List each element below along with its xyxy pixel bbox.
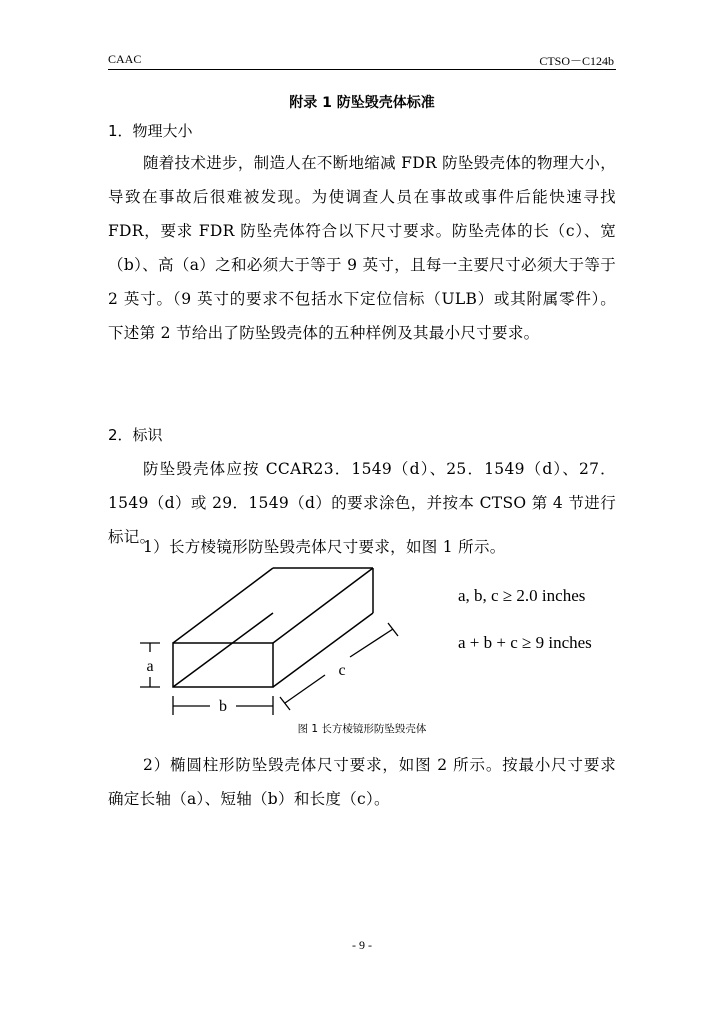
page-number: - 9 - xyxy=(352,938,372,952)
label-a: a xyxy=(146,658,154,675)
figure1-box-diagram xyxy=(130,560,470,720)
appendix-title: 附录 1 防坠毁壳体标准 xyxy=(289,95,435,111)
item1-text: 1）长方棱镜形防坠毁壳体尺寸要求，如图 1 所示。 xyxy=(143,538,506,556)
condition-each-dimension: a, b, c ≥ 2.0 inches xyxy=(458,586,586,605)
label-c: c xyxy=(338,662,346,679)
section2-heading: 2．标识 xyxy=(108,426,163,444)
header-right: CTSO－C124b xyxy=(539,54,614,68)
condition-sum: a + b + c ≥ 9 inches xyxy=(458,633,592,652)
section1-paragraph: 随着技术进步，制造人在不断地缩减 FDR 防坠毁壳体的物理大小，导致在事故后很难被发现。为使调查人员在事故或事件后能快速寻找 FDR，要求 FDR 防坠壳体符合以下尺寸要求。防坠壳体的长（c）、宽（b）、高（a）之和必须大于等于 9 英寸，且每一主要尺寸必须大于等于 2 英寸。（9 英寸的要求不包括水下定位信标（ULB）或其附属零件）。下述第 2 节给出了防坠毁壳体的五种样例及其最小尺寸要求。 xyxy=(108,154,616,342)
section2-paragraph: 防坠毁壳体应按 CCAR23．1549（d）、25．1549（d）、27．1549（d）或 29．1549（d）的要求涂色，并按本 CTSO 第 4 节进行标记。 xyxy=(108,460,616,546)
section1-heading: 1．物理大小 xyxy=(108,122,193,140)
header-left: CAAC xyxy=(108,52,142,66)
figure1-caption: 图 1 长方棱镜形防坠毁壳体 xyxy=(297,723,427,735)
header-divider xyxy=(108,69,616,70)
label-b: b xyxy=(219,698,227,715)
item2-text: 2）椭圆柱形防坠毁壳体尺寸要求，如图 2 所示。按最小尺寸要求确定长轴（a）、短轴（b）和长度（c）。 xyxy=(108,756,616,808)
